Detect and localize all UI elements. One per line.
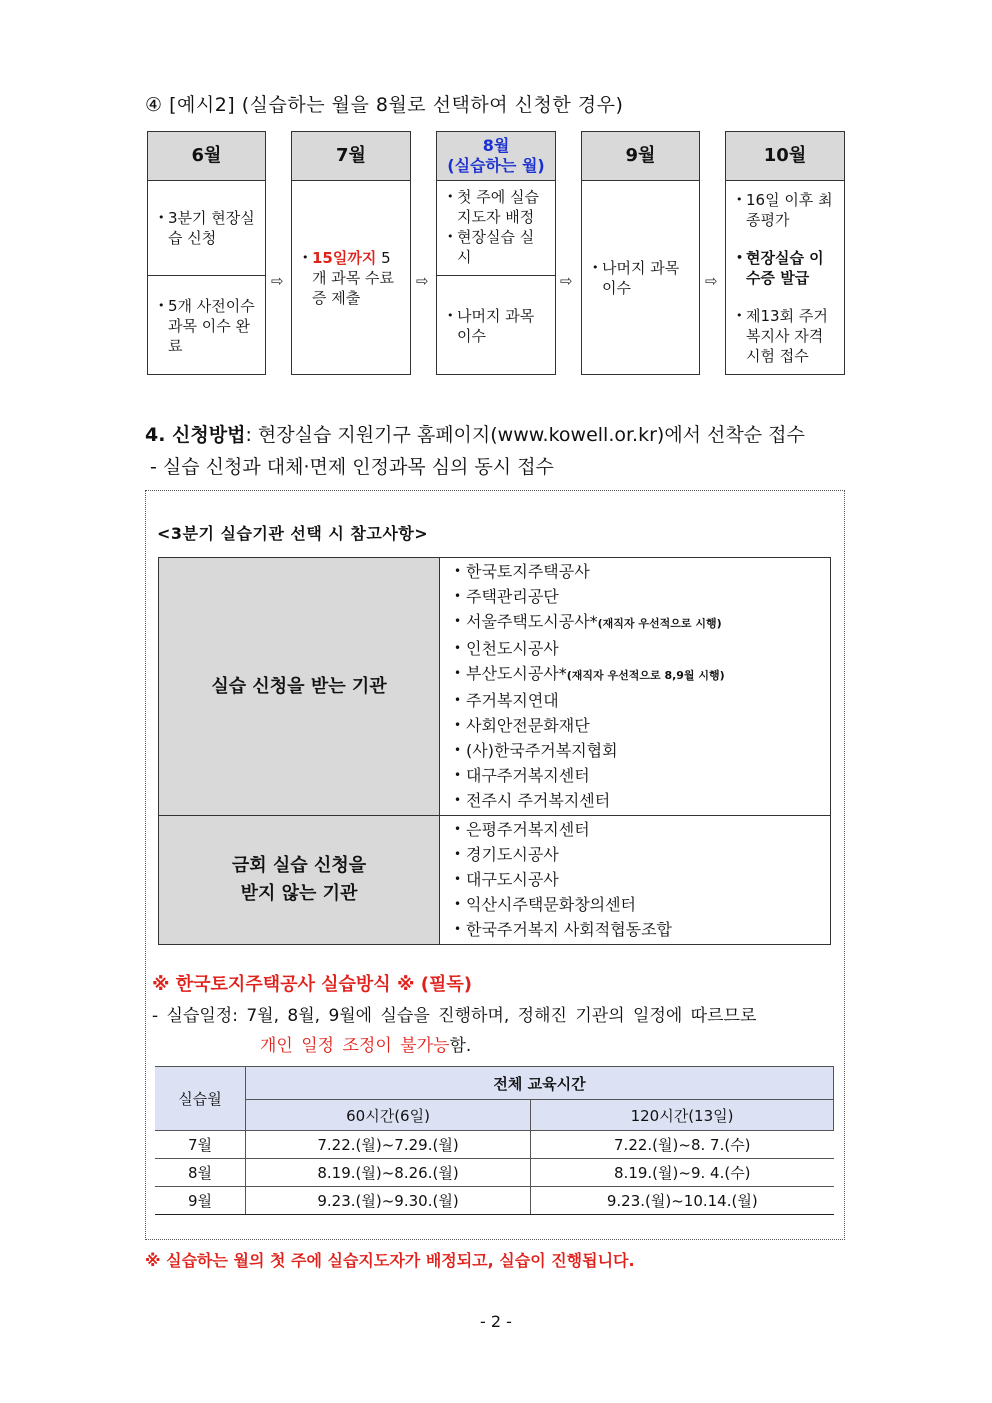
flow-title-june: 6월 (148, 132, 265, 181)
schedule-warning: 개인 일정 조정이 불가능 (260, 1036, 450, 1056)
accepting-institution (454, 636, 818, 661)
flow-september-body (582, 181, 699, 375)
institution-name: 한국토지주택공사 (466, 562, 590, 581)
accepting-institution (454, 713, 818, 738)
accepting-institution (454, 738, 818, 763)
flow-august-top (437, 181, 555, 275)
flow-title-july: 7월 (292, 132, 410, 181)
institution-name: 인천도시공사 (466, 639, 559, 658)
institution-name: (사)한국주거복지협회 (466, 741, 618, 760)
flow-arrow-icon: ⇨ (705, 272, 718, 290)
accepting-list (454, 559, 818, 813)
flow-box-july (291, 131, 411, 375)
flow-july-item (302, 248, 402, 308)
not-accepting-label (159, 816, 440, 945)
not-accepting-institution: • 경기도시공사 (454, 842, 818, 867)
accepting-cell (440, 558, 831, 816)
flow-august-bottom (437, 275, 555, 375)
flow-title-august-month: 8월 (482, 136, 510, 155)
accepting-institution (454, 609, 818, 636)
table-cell-month: 9월 (155, 1187, 246, 1215)
accepting-institution (454, 763, 818, 788)
example-heading: ④ [예시2] (실습하는 월을 8월로 선택하여 신청한 경우) (145, 94, 624, 116)
institution-note: (재직자 우선적으로 8,9월 시행) (566, 669, 725, 682)
flow-arrow-icon: ⇨ (416, 272, 429, 290)
flow-july-body (292, 181, 410, 375)
schedule-end: 함. (449, 1036, 472, 1056)
not-accepting-cell (440, 816, 831, 945)
flow-box-june (147, 131, 266, 375)
flow-august-item-assign: • 첫 주에 실습지도자 배정 (447, 187, 547, 227)
header-month: 실습월 (155, 1067, 246, 1131)
schedule-line: - 실습일정: 7월, 8월, 9월에 실습을 진행하며, 정해진 기관의 일정에 따르므로 (152, 1006, 757, 1026)
flow-arrow-icon: ⇨ (271, 272, 284, 290)
table-row (155, 1159, 834, 1187)
accepting-institution (454, 584, 818, 609)
not-accepting-institution: • 익산시주택문화창의센터 (454, 892, 818, 917)
flow-june-item-prereq: • 5개 사전이수과목 이수 완료 (158, 296, 257, 356)
table-cell-month: 7월 (155, 1131, 246, 1159)
accepting-institution (454, 688, 818, 713)
table-cell-h120: 8.19.(월)~9. 4.(수) (531, 1159, 834, 1187)
header-120h: 120시간(13일) (531, 1100, 834, 1131)
flow-arrow-icon: ⇨ (560, 272, 573, 290)
accepting-institution (454, 661, 818, 688)
table-cell-h60: 9.23.(월)~9.30.(월) (246, 1187, 531, 1215)
institution-name: 부산도시공사* (466, 664, 567, 683)
flow-box-october (725, 131, 845, 375)
reference-title: <3분기 실습기관 선택 시 참고사항> (157, 524, 429, 543)
flow-box-september (581, 131, 700, 375)
flow-june-bottom (148, 275, 265, 375)
not-accepting-list (454, 817, 818, 942)
header-total-hours: 전체 교육시간 (246, 1067, 834, 1100)
header-60h: 60시간(6일) (246, 1100, 531, 1131)
table-cell-month: 8월 (155, 1159, 246, 1187)
flow-title-august (437, 132, 555, 181)
section-4-label: 4. 신청방법 (145, 424, 246, 446)
institution-name: 주택관리공단 (466, 587, 559, 606)
lh-method-title: ※ 한국토지주택공사 실습방식 ※ (필독) (152, 974, 472, 995)
schedule-table-body (155, 1131, 834, 1215)
institution-name: 서울주택도시공사* (466, 612, 598, 631)
table-cell-h120: 7.22.(월)~8. 7.(수) (531, 1131, 834, 1159)
not-accepting-institution: • 대구도시공사 (454, 867, 818, 892)
flow-september-item: • 나머지 과목 이수 (592, 258, 691, 298)
not-accepting-label-line2: 받지 않는 기관 (240, 883, 358, 904)
flow-august-item-remaining: • 나머지 과목 이수 (447, 306, 547, 346)
institution-note: (재직자 우선적으로 시행) (597, 617, 722, 630)
accepting-label: 실습 신청을 받는 기관 (159, 558, 440, 816)
table-row (155, 1131, 834, 1159)
not-accepting-label-line1: 금회 실습 신청을 (231, 855, 367, 876)
flow-title-august-note: (실습하는 월) (447, 156, 545, 175)
schedule-table (155, 1066, 834, 1215)
not-accepting-institution: • 은평주거복지센터 (454, 817, 818, 842)
institution-table (158, 557, 831, 945)
institution-name: 사회안전문화재단 (466, 716, 590, 735)
not-accepting-institution: • 한국주거복지 사회적협동조합 (454, 917, 818, 942)
institution-name: 대구주거복지센터 (466, 766, 590, 785)
flow-june-top (148, 181, 265, 275)
flow-october-body (726, 181, 844, 375)
section-4-text: : 현장실습 지원기구 홈페이지(www.kowell.or.kr)에서 선착순 접수 (245, 424, 805, 446)
table-row (155, 1187, 834, 1215)
flow-title-october: 10월 (726, 132, 844, 181)
table-cell-h60: 8.19.(월)~8.26.(월) (246, 1159, 531, 1187)
flow-title-september: 9월 (582, 132, 699, 181)
footnote: ※ 실습하는 월의 첫 주에 실습지도자가 배정되고, 실습이 진행됩니다. (145, 1251, 635, 1270)
institution-name: 주거복지연대 (466, 691, 559, 710)
table-cell-h120: 9.23.(월)~10.14.(월) (531, 1187, 834, 1215)
table-cell-h60: 7.22.(월)~7.29.(월) (246, 1131, 531, 1159)
accepting-institution (454, 788, 818, 813)
flow-june-item-apply: • 3분기 현장실습 신청 (158, 208, 257, 248)
institution-name: 전주시 주거복지센터 (466, 791, 611, 810)
flow-october-item-eval: • 16일 이후 최종평가 (736, 190, 836, 230)
flow-july-deadline: 15일까지 (312, 249, 377, 267)
schedule-line-2 (260, 1031, 471, 1056)
accepting-institution (454, 559, 818, 584)
flow-august-item-practice: • 현장실습 실시 (447, 227, 547, 267)
flow-july-rest: 5개 과목 수료증 제출 (312, 249, 394, 307)
section-4-sub: - 실습 신청과 대체·면제 인정과목 심의 동시 접수 (150, 456, 554, 478)
section-4-method (145, 420, 805, 447)
flow-october-item-certificate: • 현장실습 이수증 발급 (736, 248, 836, 288)
flow-october-item-exam: • 제13회 주거복지사 자격시험 접수 (736, 306, 836, 366)
page-number: - 2 - (480, 1312, 512, 1331)
flow-box-august (436, 131, 556, 375)
